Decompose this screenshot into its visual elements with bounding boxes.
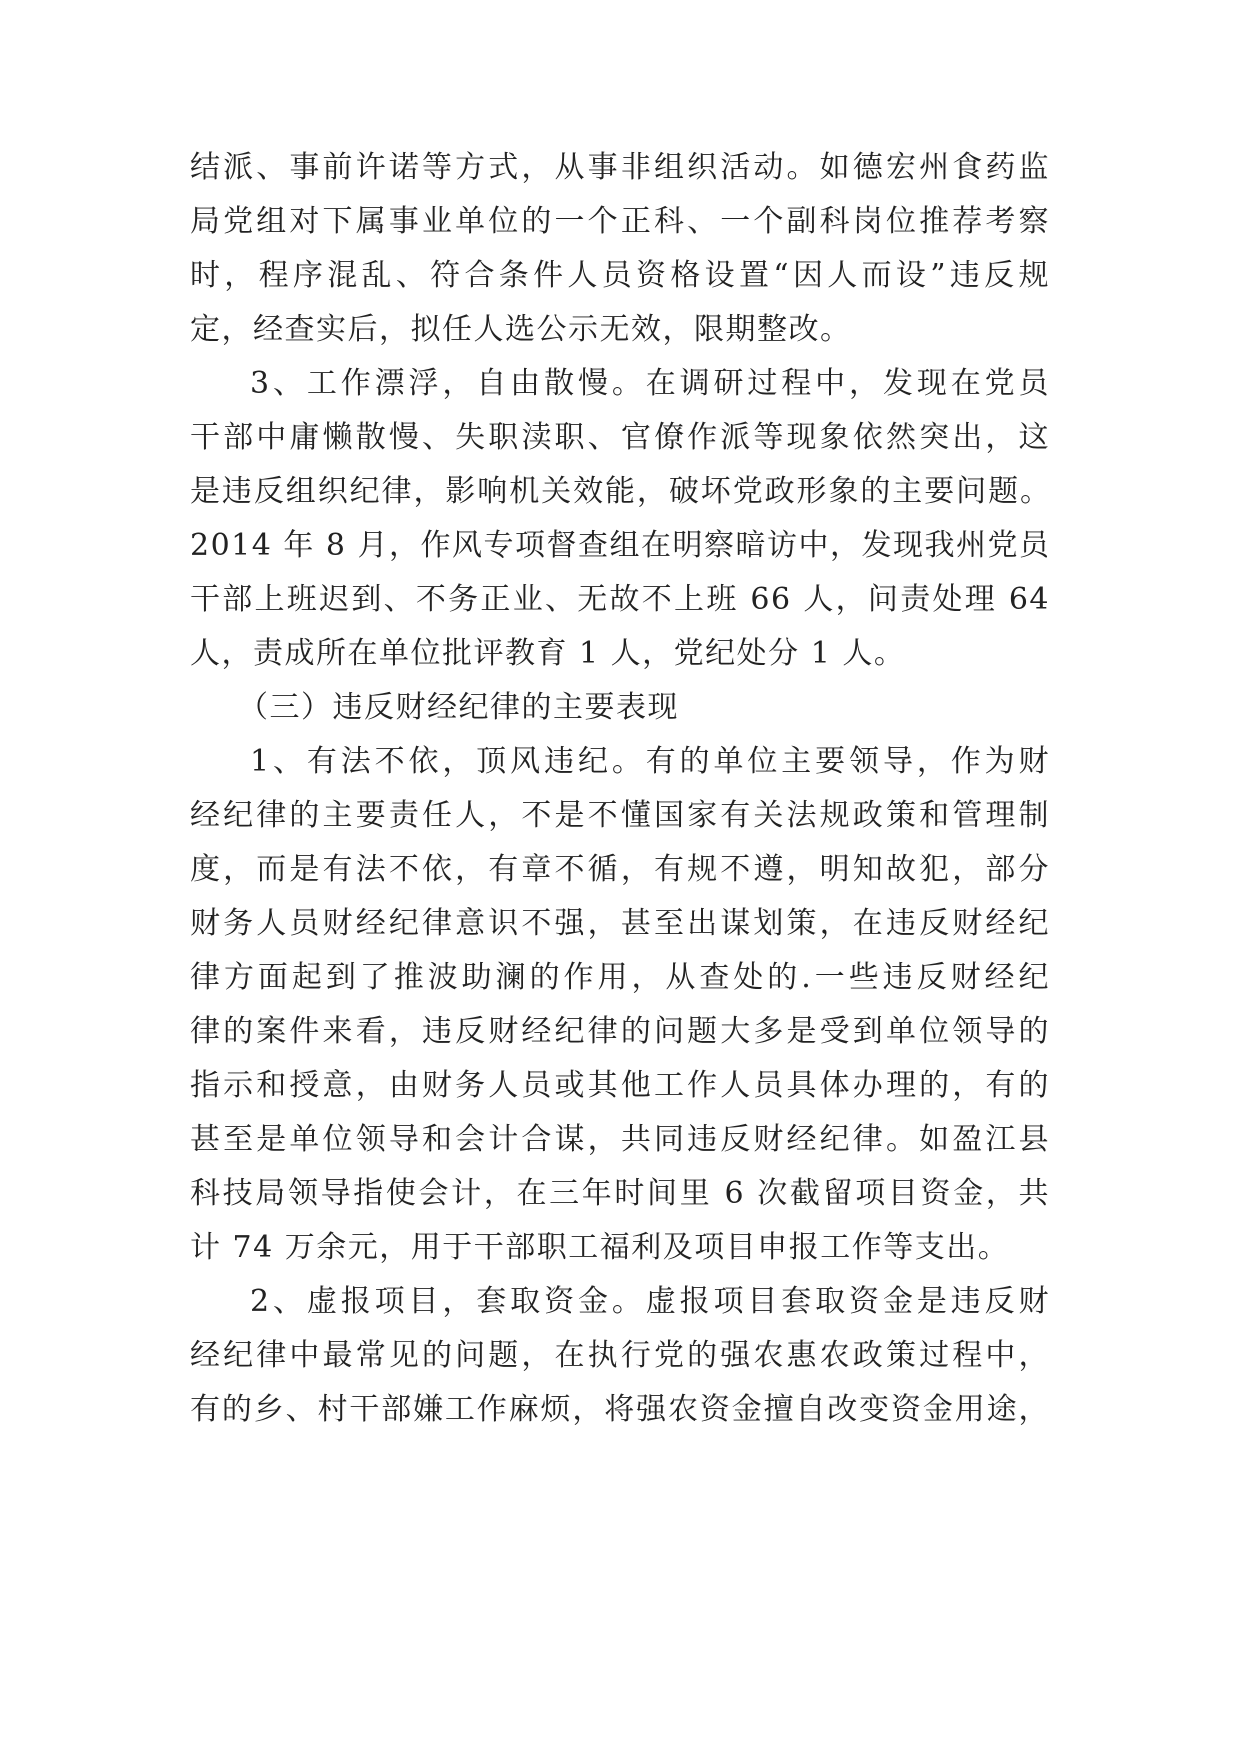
text-line: 2014 年 8 月，作风专项督查组在明察暗访中，发现我州党员 bbox=[190, 528, 1051, 563]
text-line: 局党组对下属事业单位的一个正科、一个副科岗位推荐考察 bbox=[190, 204, 1050, 239]
text-line: 有的乡、村干部嫌工作麻烦，将强农资金擅自改变资金用途， bbox=[190, 1392, 1050, 1427]
paragraph-heading: 3、工作漂浮，自由散慢。在调研过程中，发现在党员 bbox=[250, 366, 1050, 401]
text-line: 经纪律的主要责任人，不是不懂国家有关法规政策和管理制 bbox=[190, 798, 1050, 833]
text-line: 时，程序混乱、符合条件人员资格设置“因人而设”违反规 bbox=[190, 258, 1050, 293]
text-line: 计 74 万余元，用于干部职工福利及项目申报工作等支出。 bbox=[190, 1230, 1010, 1265]
text-line: 定，经查实后，拟任人选公示无效，限期整改。 bbox=[190, 312, 852, 347]
text-line: 干部上班迟到、不务正业、无故不上班 66 人，问责处理 64 bbox=[190, 582, 1050, 617]
text-line: 甚至是单位领导和会计合谋，共同违反财经纪律。如盈江县 bbox=[190, 1122, 1050, 1157]
text-line: 是违反组织纪律，影响机关效能，破坏党政形象的主要问题。 bbox=[190, 474, 1050, 509]
text-line: 财务人员财经纪律意识不强，甚至出谋划策，在违反财经纪 bbox=[190, 906, 1050, 941]
paragraph-heading: 2、虚报项目，套取资金。虚报项目套取资金是违反财 bbox=[250, 1284, 1050, 1319]
text-line: 科技局领导指使会计，在三年时间里 6 次截留项目资金，共 bbox=[190, 1176, 1050, 1211]
text-line: 人，责成所在单位批评教育 1 人，党纪处分 1 人。 bbox=[190, 636, 906, 671]
text-line: 指示和授意，由财务人员或其他工作人员具体办理的，有的 bbox=[190, 1068, 1050, 1103]
text-line: 度，而是有法不依，有章不循，有规不遵，明知故犯，部分 bbox=[190, 852, 1050, 887]
paragraph-heading: 1、有法不依，顶风违纪。有的单位主要领导，作为财 bbox=[250, 744, 1050, 779]
text-line: 律方面起到了推波助澜的作用，从查处的.一些违反财经纪 bbox=[190, 960, 1050, 995]
text-line: 结派、事前许诺等方式，从事非组织活动。如德宏州食药监 bbox=[190, 150, 1050, 185]
section-heading: （三）违反财经纪律的主要表现 bbox=[238, 690, 679, 725]
text-line: 经纪律中最常见的问题，在执行党的强农惠农政策过程中， bbox=[190, 1338, 1050, 1373]
text-line: 律的案件来看，违反财经纪律的问题大多是受到单位领导的 bbox=[190, 1014, 1050, 1049]
text-line: 干部中庸懒散慢、失职渎职、官僚作派等现象依然突出，这 bbox=[190, 420, 1050, 455]
